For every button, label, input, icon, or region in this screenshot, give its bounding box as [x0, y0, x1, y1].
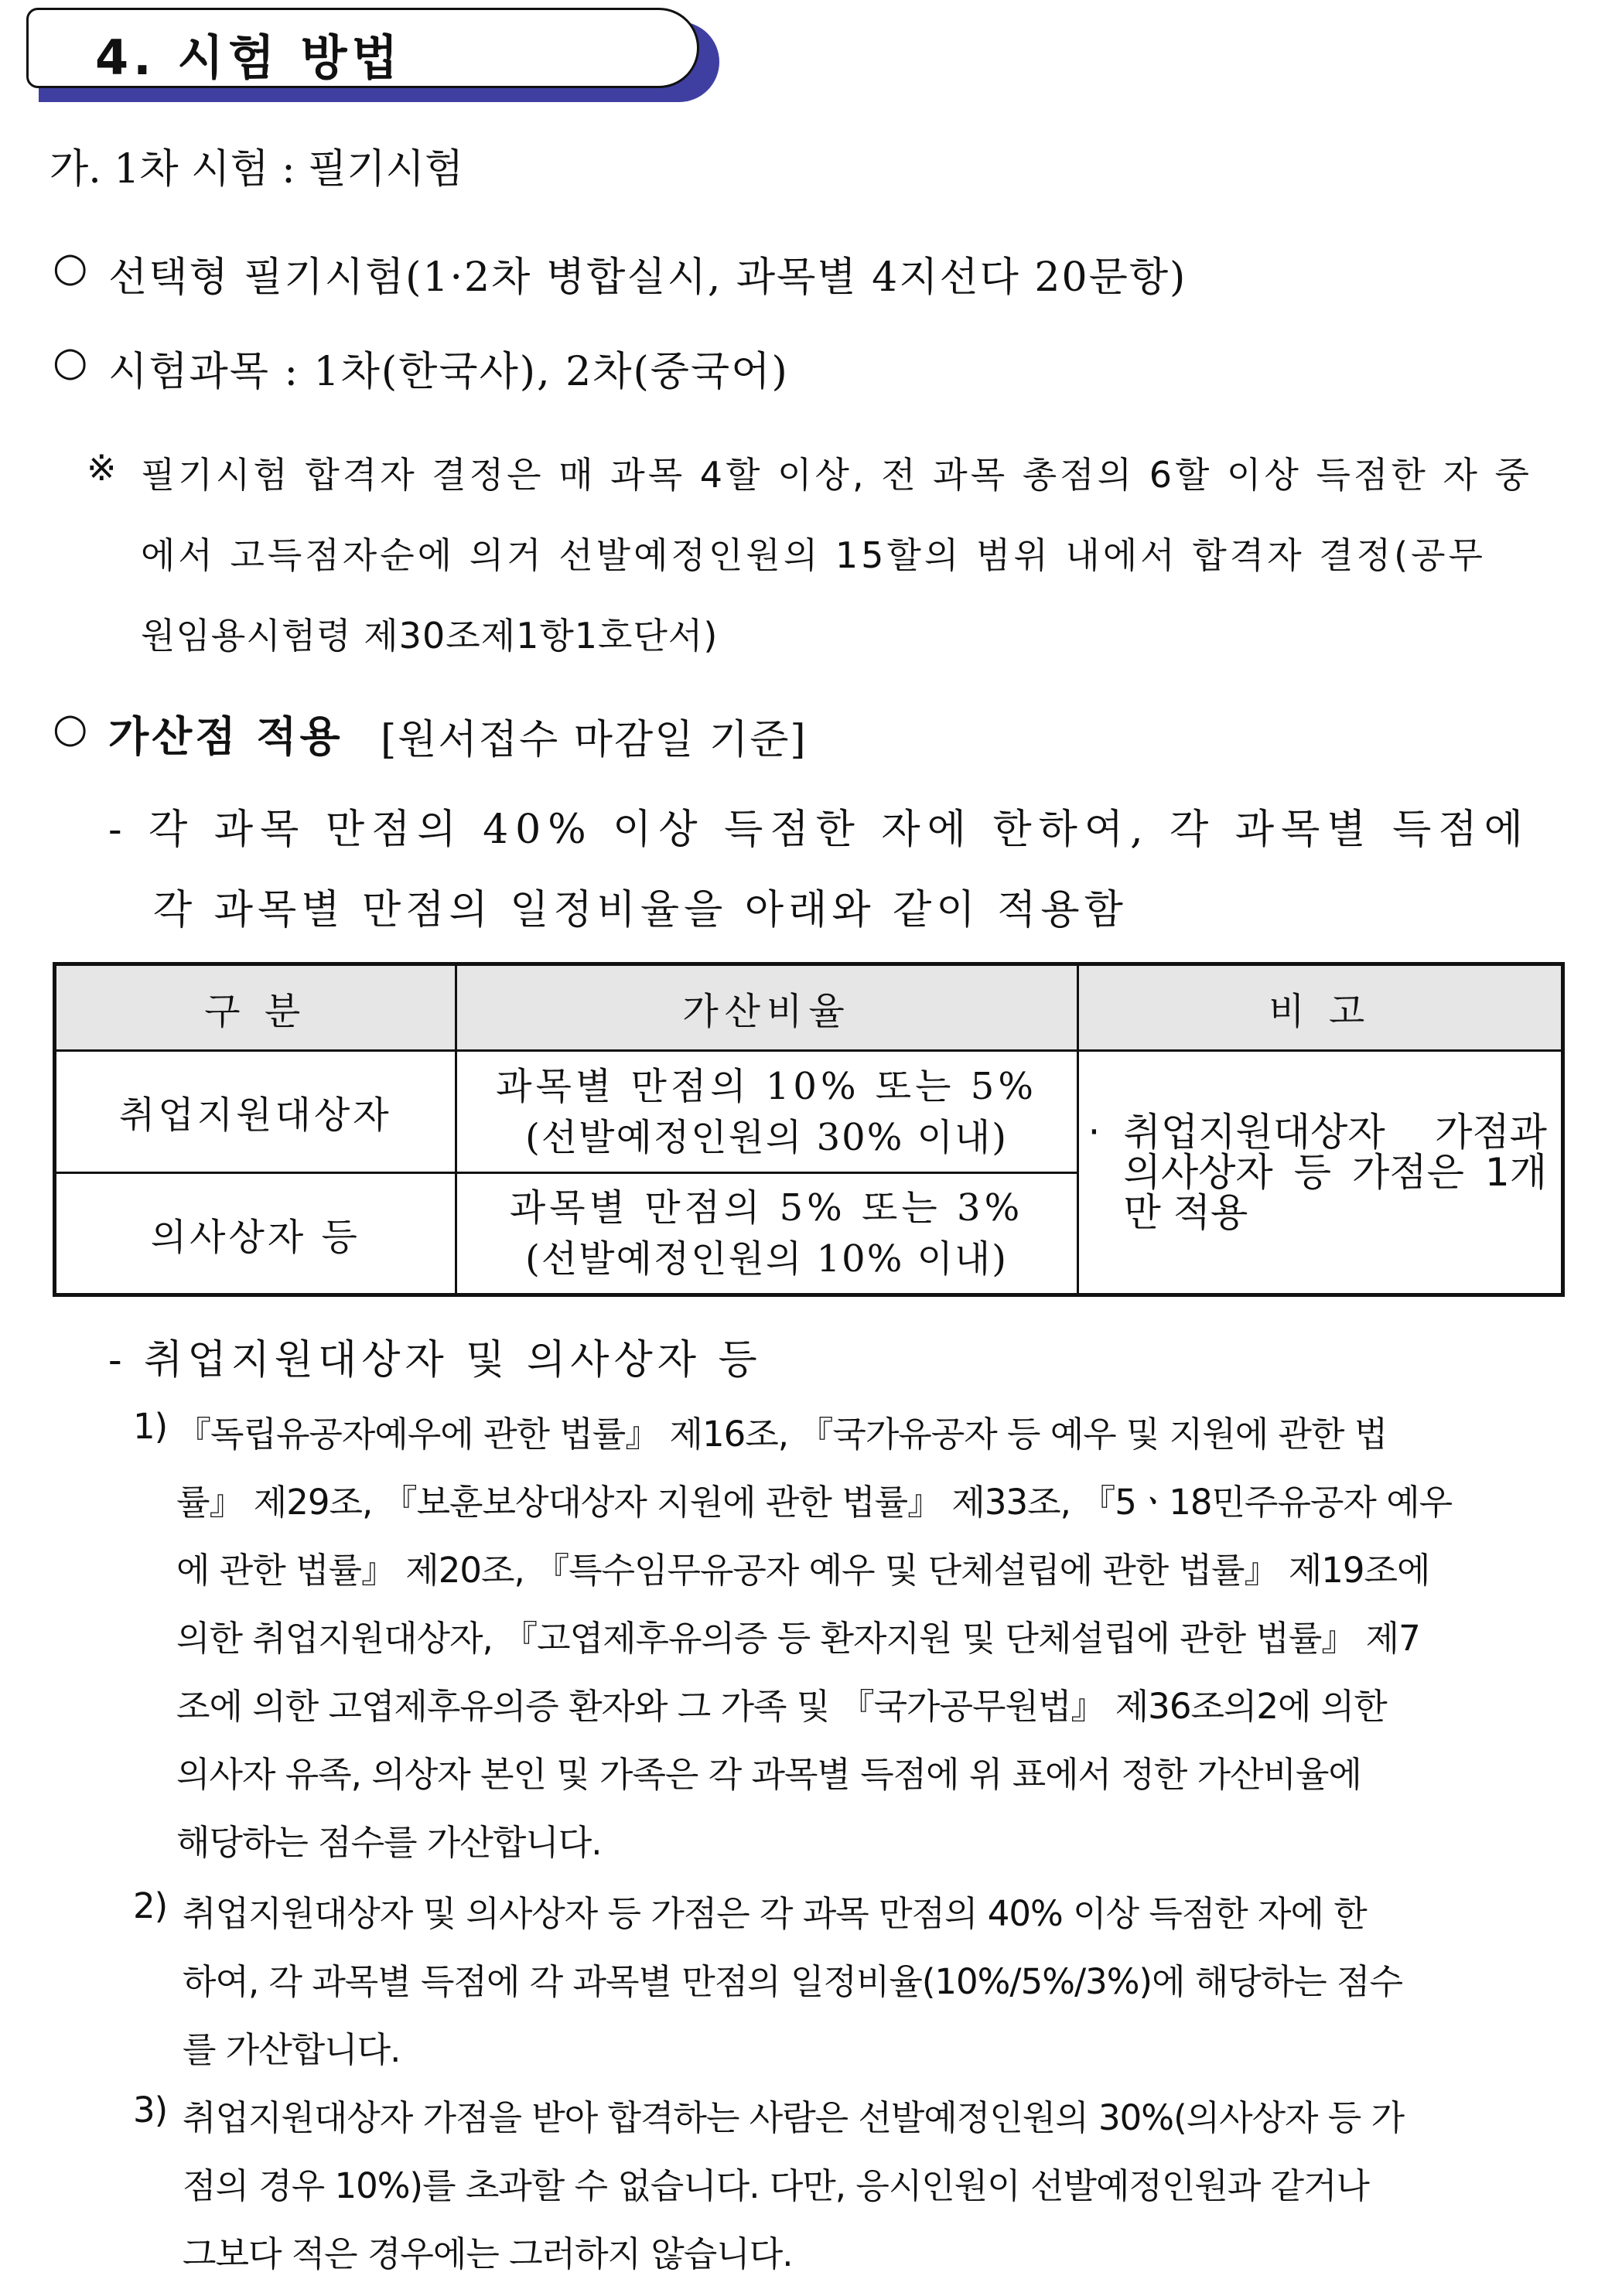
- remark-cell: [1077, 1051, 1562, 1295]
- ratio-line: 과목별 만점의 5% 또는 3%: [509, 1186, 1024, 1230]
- note-line: 에서 고득점자순에 의거 선발예정인원의 15할의 범위 내에서 합격자 결정(공무: [141, 534, 1486, 576]
- table-header-cell: 구 분: [55, 964, 456, 1051]
- bonus-desc-line: 각 과목별 만점의 일정비율을 아래와 같이 적용함: [153, 887, 1128, 933]
- list-line: 하여, 각 과목별 득점에 각 과목별 만점의 일정비율(10%/5%/3%)에 해당하는 점수: [183, 1961, 1402, 2002]
- list-line: 취업지원대상자 가점을 받아 합격하는 사람은 선발예정인원의 30%(의사상자 등 가: [183, 2097, 1405, 2138]
- list-line: 를 가산합니다.: [183, 2029, 401, 2070]
- list-line: 취업지원대상자 및 의사상자 등 가점은 각 과목 만점의 40% 이상 득점한 자에 한: [183, 1893, 1367, 1934]
- eligibility-subheading: - 취업지원대상자 및 의사상자 등: [108, 1337, 762, 1383]
- list-line: 조에 의한 고엽제후유의증 환자와 그 가족 및 『국가공무원법』 제36조의2에 의한: [176, 1686, 1387, 1727]
- bullet-circle-icon: ○: [53, 244, 88, 291]
- list-line: 해당하는 점수를 가산합니다.: [176, 1822, 602, 1863]
- table-header-cell: 가산비율: [456, 964, 1077, 1051]
- table-row: [55, 1051, 1563, 1173]
- ratio-line: 과목별 만점의 10% 또는 5%: [496, 1064, 1037, 1108]
- note-line: 원임용시험령 제30조제1항1호단서): [141, 615, 719, 657]
- table-header-row: [55, 964, 1563, 1051]
- written-exam-heading: 가. 1차 시험 : 필기시험: [50, 146, 464, 193]
- note-line: 필기시험 합격자 결정은 매 과목 4할 이상, 전 과목 총점의 6할 이상 득점한 자 중: [141, 454, 1532, 496]
- list-number: 2): [133, 1885, 168, 1926]
- list-line: 의사자 유족, 의상자 본인 및 가족은 각 과목별 득점에 위 표에서 정한 가산비율에: [176, 1754, 1361, 1795]
- bullet-circle-icon: ○: [53, 339, 88, 385]
- exam-subjects-text: 시험과목 : 1차(한국사), 2차(중국어): [108, 349, 789, 395]
- bullet-circle-icon: ○: [53, 705, 88, 752]
- ratio-cell: [456, 1173, 1077, 1295]
- list-number: 1): [133, 1406, 168, 1447]
- list-line: 『독립유공자예우에 관한 법률』 제16조, 『국가유공자 등 예우 및 지원에 관한 법: [176, 1414, 1388, 1455]
- exam-type-text: 선택형 필기시험(1·2차 병합실시, 과목별 4지선다 20문항): [108, 254, 1187, 301]
- note-mark-icon: ※: [87, 447, 118, 489]
- bonus-title: 가산점 적용: [108, 712, 343, 761]
- list-line: 률』 제29조, 『보훈보상대상자 지원에 관한 법률』 제33조, 『5ㆍ18민주유공자 예우: [176, 1482, 1453, 1523]
- list-line: 점의 경우 10%)를 초과할 수 없습니다. 다만, 응시인원이 선발예정인원과 같거나: [183, 2165, 1370, 2206]
- table-header-cell: 비 고: [1077, 964, 1562, 1051]
- bonus-desc-line: - 각 과목 만점의 40% 이상 득점한 자에 한하여, 각 과목별 득점에: [108, 807, 1530, 853]
- list-line: 의한 취업지원대상자, 『고엽제후유의증 등 환자지원 및 단체설립에 관한 법률』 제7: [176, 1618, 1420, 1659]
- category-cell: 의사상자 등: [55, 1173, 456, 1295]
- remark-bullet-icon: ·: [1088, 1110, 1101, 1155]
- list-line: 에 관한 법률』 제20조, 『특수임무유공자 예우 및 단체설립에 관한 법률』 제19조에: [176, 1550, 1430, 1591]
- ratio-cell: [456, 1051, 1077, 1173]
- section-header: [26, 8, 699, 88]
- section-title: 4. 시험 방법: [95, 29, 403, 86]
- ratio-line: (선발예정인원의 30% 이내): [525, 1115, 1009, 1159]
- ratio-line: (선발예정인원의 10% 이내): [525, 1237, 1009, 1281]
- category-cell: 취업지원대상자: [55, 1051, 456, 1173]
- remark-text: 취업지원대상자 가점과 의사상자 등 가점은 1개만 적용: [1123, 1110, 1547, 1235]
- list-line: 그보다 적은 경우에는 그러하지 않습니다.: [183, 2233, 793, 2274]
- bonus-points-table: [53, 962, 1565, 1297]
- bonus-title-note: [원서접수 마감일 기준]: [381, 717, 808, 763]
- list-number: 3): [133, 2090, 168, 2131]
